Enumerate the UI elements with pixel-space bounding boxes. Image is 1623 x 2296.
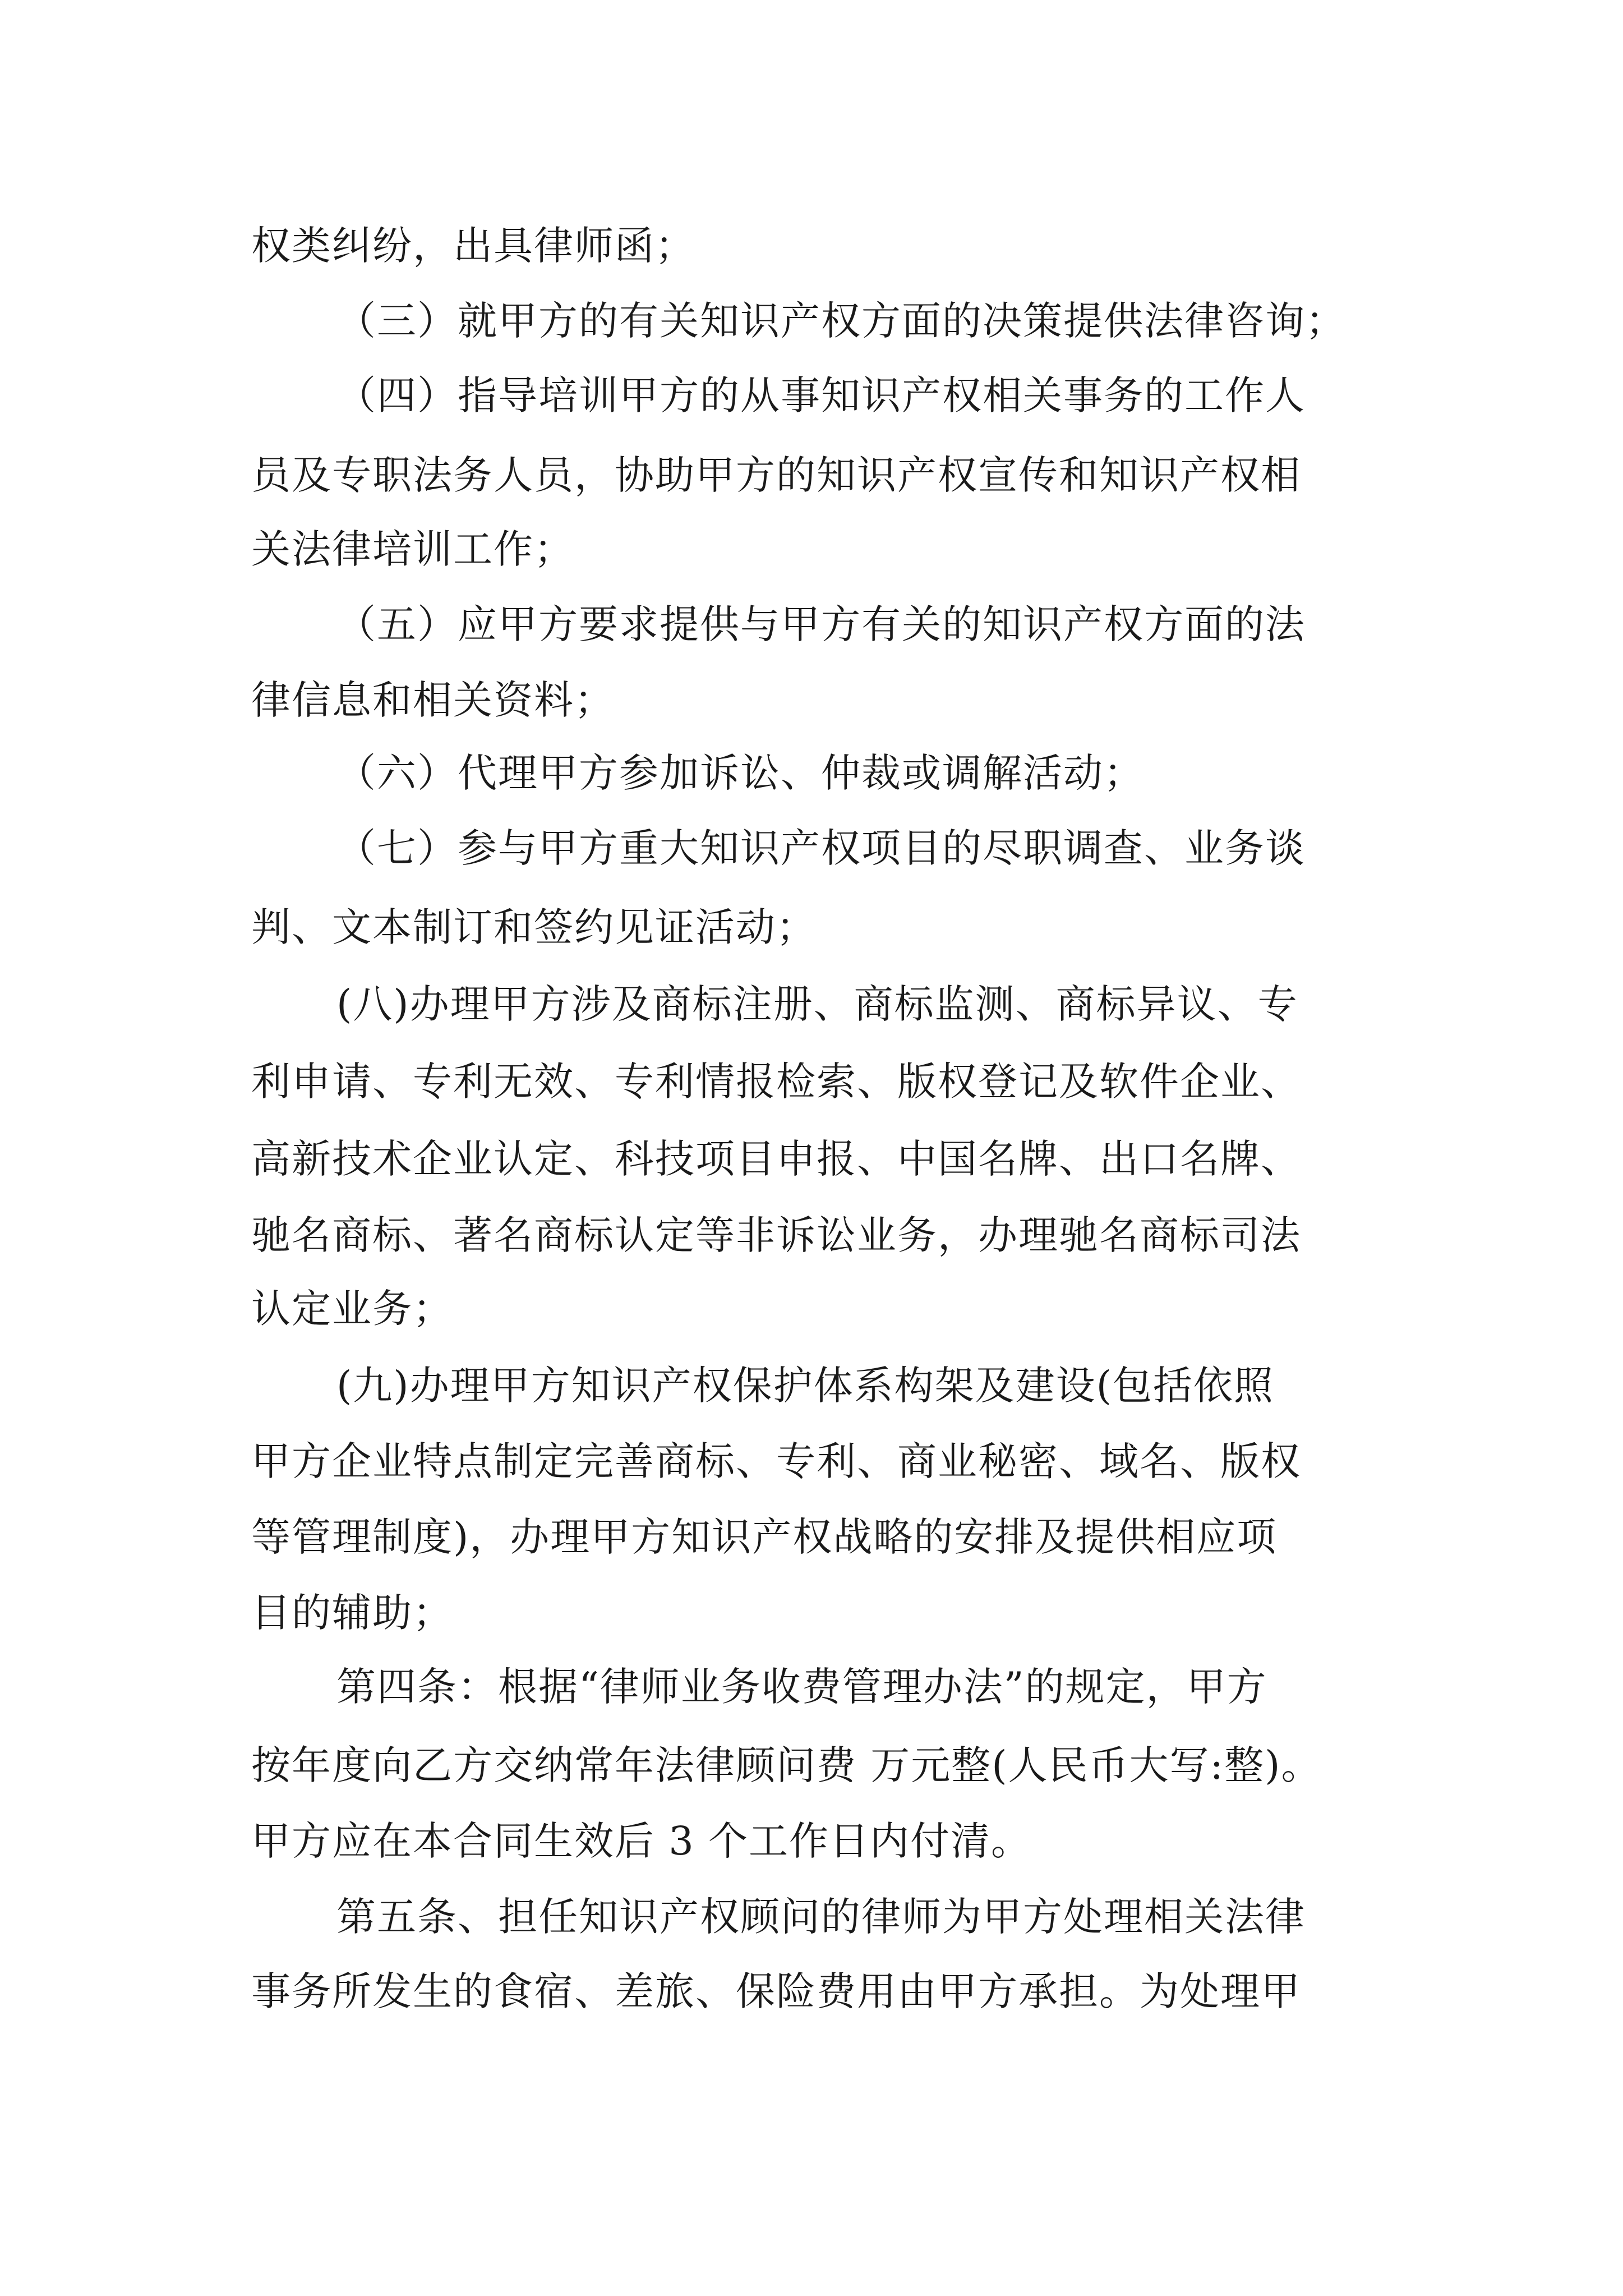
text-line-15: 认定业务； bbox=[251, 1286, 453, 1332]
text-line-9: （七）参与甲方重大知识产权项目的尽职调查、业务谈 bbox=[336, 825, 1306, 871]
text-line-16: (九)办理甲方知识产权保护体系构架及建设(包括依照 bbox=[336, 1363, 1274, 1409]
text-line-18: 等管理制度)，办理甲方知识产权战略的安排及提供相应项 bbox=[251, 1514, 1278, 1560]
text-line-4: 员及专职法务人员，协助甲方的知识产权宣传和知识产权相 bbox=[251, 452, 1301, 498]
text-line-17: 甲方企业特点制定完善商标、专利、商业秘密、域名、版权 bbox=[251, 1438, 1301, 1484]
text-line-6: （五）应甲方要求提供与甲方有关的知识产权方面的法 bbox=[336, 601, 1306, 647]
text-line-20: 第四条：根据“律师业务收费管理办法”的规定，甲方 bbox=[336, 1664, 1267, 1710]
text-line-11: (八)办理甲方涉及商标注册、商标监测、商标异议、专 bbox=[336, 981, 1298, 1027]
text-line-7: 律信息和相关资料； bbox=[251, 677, 615, 723]
text-line-14: 驰名商标、著名商标认定等非诉讼业务，办理驰名商标司法 bbox=[251, 1212, 1301, 1258]
text-line-12: 利申请、专利无效、专利情报检索、版权登记及软件企业、 bbox=[251, 1059, 1301, 1105]
text-line-21: 按年度向乙方交纳常年法律顾问费 万元整(人民币大写:整)。 bbox=[251, 1742, 1322, 1788]
text-line-22: 甲方应在本合同生效后 3 个工作日内付清。 bbox=[251, 1818, 1032, 1864]
text-line-3: （四）指导培训甲方的从事知识产权相关事务的工作人 bbox=[336, 372, 1306, 418]
text-line-23: 第五条、担任知识产权顾问的律师为甲方处理相关法律 bbox=[336, 1894, 1306, 1940]
text-line-13: 高新技术企业认定、科技项目申报、中国名牌、出口名牌、 bbox=[251, 1136, 1301, 1182]
text-line-19: 目的辅助； bbox=[251, 1590, 453, 1636]
text-line-2: （三）就甲方的有关知识产权方面的决策提供法律咨询； bbox=[336, 298, 1346, 344]
text-line-8: （六）代理甲方参加诉讼、仲裁或调解活动； bbox=[336, 750, 1144, 796]
text-line-24: 事务所发生的食宿、差旅、保险费用由甲方承担。为处理甲 bbox=[251, 1968, 1301, 2014]
text-line-1: 权类纠纷，出具律师函； bbox=[251, 223, 695, 269]
text-line-10: 判、文本制订和签约见证活动； bbox=[251, 904, 817, 950]
text-line-5: 关法律培训工作； bbox=[251, 526, 574, 572]
